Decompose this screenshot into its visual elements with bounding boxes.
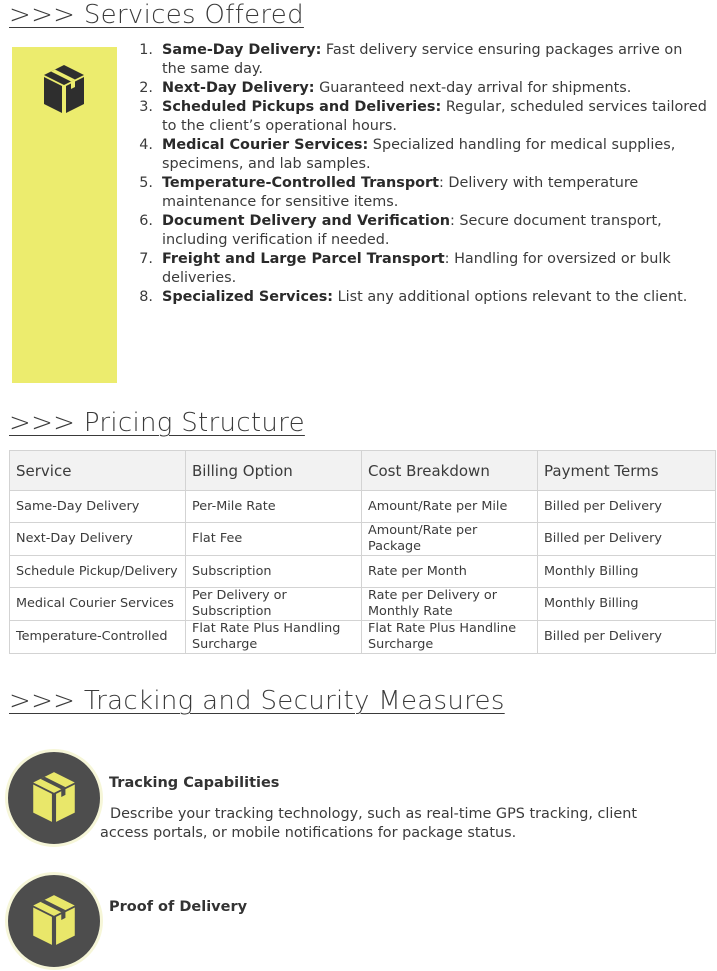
table-cell: Flat Rate Plus Handling Surcharge — [186, 621, 362, 654]
services-heading: >>> Services Offered — [9, 0, 304, 30]
list-item: 8. Specialized Services: List any additional options relevant to the client. — [139, 289, 688, 305]
proof-icon-circle — [5, 872, 103, 970]
table-cell: Monthly Billing — [538, 588, 716, 621]
table-cell: Schedule Pickup/Delivery — [10, 556, 186, 588]
table-cell: Same-Day Delivery — [10, 491, 186, 523]
column-header-billing-option: Billing Option — [186, 451, 362, 491]
table-cell: Temperature-Controlled — [10, 621, 186, 654]
pricing-heading: >>> Pricing Structure — [9, 408, 305, 438]
tracking-capabilities-title: Tracking Capabilities — [109, 775, 280, 791]
table-row — [10, 556, 716, 588]
table-cell: Subscription — [186, 556, 362, 588]
pricing-table — [9, 450, 716, 654]
table-cell: Flat Rate Plus Handline Surcharge — [362, 621, 538, 654]
table-row — [10, 588, 716, 621]
table-cell: Next-Day Delivery — [10, 523, 186, 556]
table-cell: Medical Courier Services — [10, 588, 186, 621]
table-cell: Billed per Delivery — [538, 523, 716, 556]
list-item: 6. Document Delivery and Verification: Secure document transport, including verification if needed. — [139, 213, 662, 248]
list-item: 5. Temperature-Controlled Transport: Delivery with temperature maintenance for sensitive items. — [139, 175, 639, 210]
services-list — [135, 41, 710, 307]
table-cell: Amount/Rate per Mile — [362, 491, 538, 523]
tracking-heading: >>> Tracking and Security Measures — [9, 686, 505, 716]
table-cell: Rate per Month — [362, 556, 538, 588]
table-row — [10, 523, 716, 556]
table-cell: Billed per Delivery — [538, 621, 716, 654]
list-item: 3. Scheduled Pickups and Deliveries: Regular, scheduled services tailored to the client’s operational hours. — [139, 99, 707, 134]
table-cell: Rate per Delivery or Monthly Rate — [362, 588, 538, 621]
package-box-icon — [31, 893, 77, 947]
list-item: 4. Medical Courier Services: Specialized handling for medical supplies, specimens, and lab samples. — [139, 137, 676, 172]
table-cell: Flat Fee — [186, 523, 362, 556]
tracking-capabilities-desc: Describe your tracking technology, such as real-time GPS tracking, client access portals, or mobile notifications for package status. — [100, 806, 638, 841]
package-box-icon — [42, 63, 86, 115]
list-item: 7. Freight and Large Parcel Transport: Handling for oversized or bulk deliveries. — [139, 251, 671, 286]
column-header-service: Service — [10, 451, 186, 491]
proof-of-delivery-title: Proof of Delivery — [109, 899, 248, 915]
table-cell: Per Delivery or Subscription — [186, 588, 362, 621]
column-header-cost-breakdown: Cost Breakdown — [362, 451, 538, 491]
list-item: 2. Next-Day Delivery: Guaranteed next-day arrival for shipments. — [139, 80, 632, 96]
package-box-icon — [31, 770, 77, 824]
table-cell: Billed per Delivery — [538, 491, 716, 523]
column-header-payment-terms: Payment Terms — [538, 451, 716, 491]
table-cell: Monthly Billing — [538, 556, 716, 588]
table-cell: Amount/Rate per Package — [362, 523, 538, 556]
table-header-row — [10, 451, 716, 491]
list-item: 1. Same-Day Delivery: Fast delivery service ensuring packages arrive on the same day. — [139, 42, 683, 77]
table-cell: Per-Mile Rate — [186, 491, 362, 523]
table-row — [10, 491, 716, 523]
table-row — [10, 621, 716, 654]
tracking-icon-circle — [5, 749, 103, 847]
